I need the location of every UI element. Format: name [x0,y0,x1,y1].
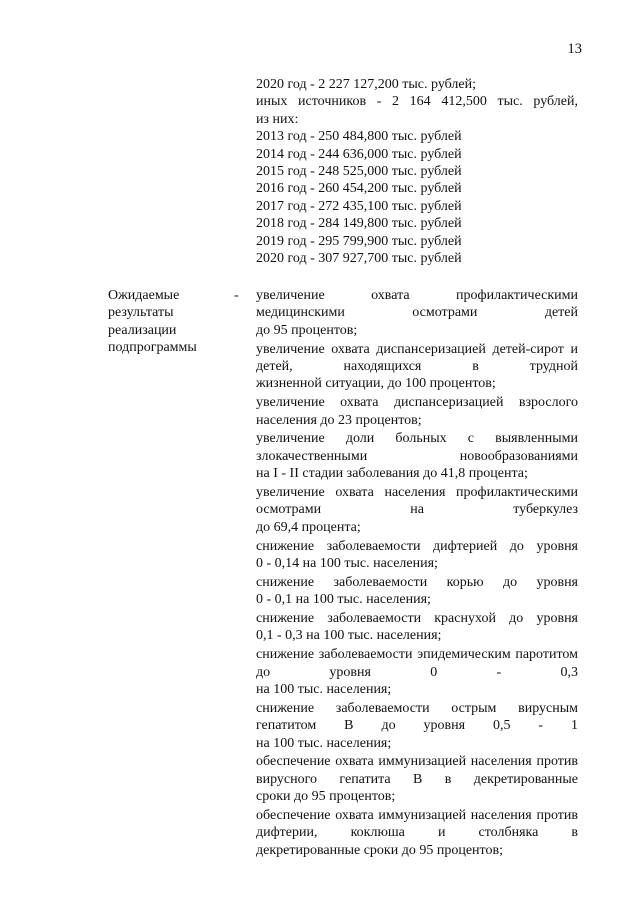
result-item [256,430,578,482]
result-item [256,753,578,805]
result-item-tail: до 95 процентов; [256,322,358,338]
result-item [256,610,578,645]
funding-year-line: 2014 год - 244 636,000 тыс. рублей [256,146,462,162]
result-item-tail: 0 - 0,1 на 100 тыс. населения; [256,592,431,608]
funding-line: из них: [256,111,299,127]
funding-year-line: 2013 год - 250 484,800 тыс. рублей [256,129,462,145]
result-item [256,646,578,698]
funding-line: иных источников - 2 164 412,500 тыс. рублей, [256,94,578,110]
result-item [256,700,578,752]
result-item-tail: на 100 тыс. населения; [256,682,392,698]
result-item-text: увеличение доли больных с выявленными злокачественными новообразованиями [256,431,578,464]
section-label-line: Ожидаемые [108,288,180,303]
section-label-line: реализации [108,322,177,338]
section-label-line: подпрограммы [108,340,197,356]
section-label [108,287,226,357]
result-item-text: увеличение охвата диспансеризацией детей-сирот и детей, находящихся в трудной [256,341,578,375]
result-item-text: увеличение охвата профилактическими медицинскими осмотрами детей [256,288,578,321]
result-item-tail: на 100 тыс. населения; [256,735,392,751]
result-item-text: снижение заболеваемости краснухой до уровня [256,611,578,627]
result-item [256,484,578,536]
expected-results-list [256,287,578,861]
result-item-tail: жизненной ситуации, до 100 процентов; [256,376,496,392]
result-item-text: увеличение охвата диспансеризацией взрослого [256,395,578,411]
funding-year-line: 2017 год - 272 435,100 тыс. рублей [256,198,462,214]
result-item-text: обеспечение охвата иммунизацией населения против вирусного гепатита В в декретированные [256,754,578,787]
result-item-tail: населения до 23 процентов; [256,412,422,428]
result-item-tail: 0,1 - 0,3 на 100 тыс. населения; [256,628,442,644]
funding-line: 2020 год - 2 227 127,200 тыс. рублей; [256,77,477,92]
result-item-text: снижение заболеваемости дифтерией до уровня [256,538,578,554]
result-item-tail: сроки до 95 процентов; [256,789,396,805]
result-item-text: увеличение охвата населения профилактическими осмотрами на туберкулез [256,485,578,518]
result-item [256,807,578,859]
funding-year-line: 2015 год - 248 525,000 тыс. рублей [256,164,462,180]
result-item-tail: до 69,4 процента; [256,519,361,535]
funding-year-line: 2019 год - 295 799,900 тыс. рублей [256,233,462,249]
funding-year-line: 2016 год - 260 454,200 тыс. рублей [256,181,462,197]
result-item-text: снижение заболеваемости корью до уровня [256,574,578,590]
funding-block [256,76,578,267]
result-item-text: обеспечение охвата иммунизацией населения против дифтерии, коклюша и столбняка в [256,808,578,841]
result-item-text: снижение заболеваемости острым вирусным гепатитом В до уровня 0,5 - 1 [256,700,578,734]
result-item-tail: на I - II стадии заболевания до 41,8 процента; [256,466,528,482]
funding-year-line: 2020 год - 307 927,700 тыс. рублей [256,251,462,267]
result-item-tail: декретированные сроки до 95 процентов; [256,842,503,858]
result-item [256,341,578,393]
funding-year-line: 2018 год - 284 149,800 тыс. рублей [256,216,462,232]
result-item [256,538,578,573]
section-dash: - [234,288,239,303]
page-number: 13 [567,41,582,57]
section-label-line: результаты [108,305,174,321]
result-item-tail: 0 - 0,14 на 100 тыс. населения; [256,556,438,572]
result-item [256,574,578,609]
result-item [256,394,578,429]
result-item-text: снижение заболеваемости эпидемическим паротитом до уровня 0 - 0,3 [256,647,578,680]
result-item [256,287,578,339]
